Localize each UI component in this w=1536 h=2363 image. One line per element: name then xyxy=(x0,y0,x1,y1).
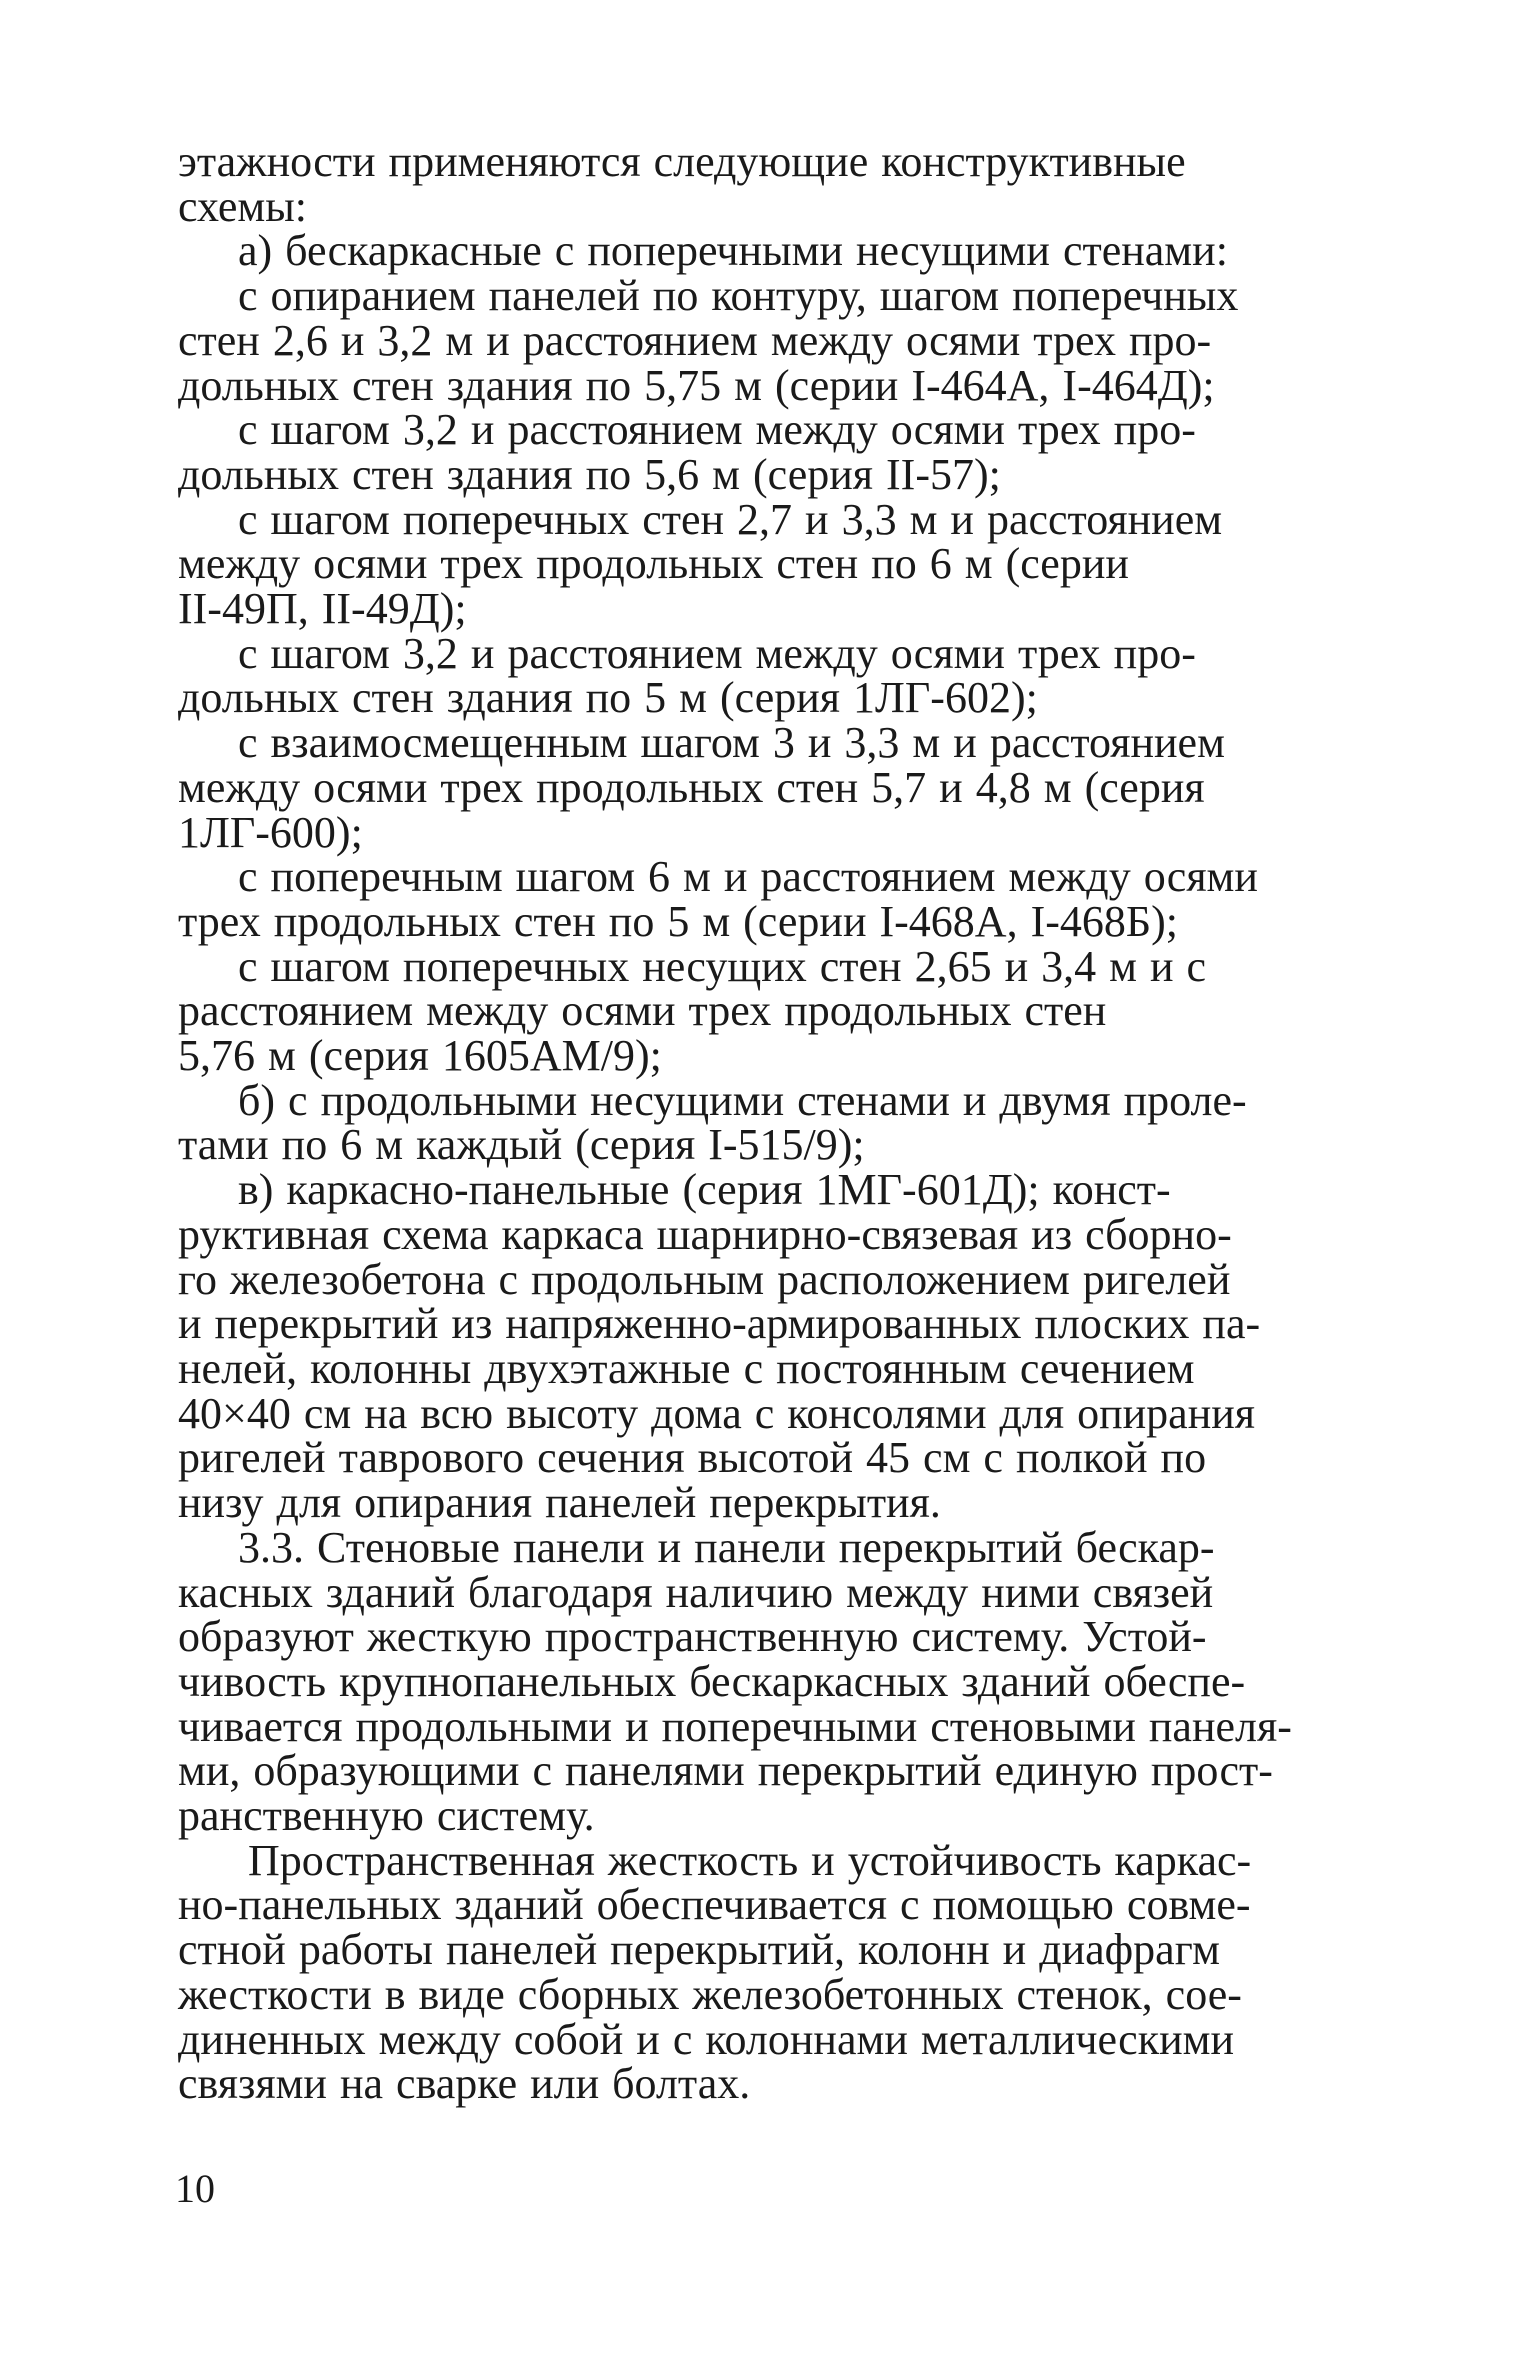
text-line: чивость крупнопанельных бескаркасных зданий обеспе- xyxy=(178,1656,1246,1706)
text-line: в) каркасно-панельные (серия 1МГ-601Д); конст- xyxy=(238,1165,1171,1215)
page-number: 10 xyxy=(175,2166,215,2211)
text-line: тами по 6 м каждый (серия I-515/9); xyxy=(178,1120,865,1170)
text-line: чивается продольными и поперечными стеновыми панеля- xyxy=(178,1701,1292,1751)
text-line: и перекрытий из напряженно-армированных плоских па- xyxy=(178,1299,1261,1349)
text-line: жесткости в виде сборных железобетонных стенок, сое- xyxy=(178,1969,1242,2019)
text-line: этажности применяются следующие конструктивные xyxy=(178,137,1186,186)
text-line: II-49П, II-49Д); xyxy=(178,584,467,634)
text-line: дольных стен здания по 5 м (серия 1ЛГ-602); xyxy=(178,673,1038,723)
text-line: 40×40 см на всю высоту дома с консолями для опирания xyxy=(178,1388,1256,1438)
text-line: руктивная схема каркаса шарнирно-связевая из сборно- xyxy=(178,1209,1232,1259)
text-line: но-панельных зданий обеспечивается с помощью совме- xyxy=(178,1880,1251,1930)
text-line: связями на сварке или болтах. xyxy=(178,2059,751,2109)
text-line: с шагом 3,2 и расстоянием между осями трех про- xyxy=(238,628,1196,678)
text-line: с поперечным шагом 6 м и расстоянием между осями xyxy=(238,852,1258,902)
text-line: Пространственная жесткость и устойчивость каркас- xyxy=(248,1835,1252,1885)
text-line: расстоянием между осями трех продольных стен xyxy=(178,986,1107,1036)
text-line: низу для опирания панелей перекрытия. xyxy=(178,1478,941,1528)
text-line: с взаимосмещенным шагом 3 и 3,3 м и расстоянием xyxy=(238,718,1225,768)
text-line: касных зданий благодаря наличию между ними связей xyxy=(178,1567,1214,1617)
text-line: 5,76 м (серия 1605АМ/9); xyxy=(178,1031,662,1081)
text-line: с шагом поперечных несущих стен 2,65 и 3,4 м и с xyxy=(238,941,1207,991)
text-line: с опиранием панелей по контуру, шагом поперечных xyxy=(238,271,1239,321)
text-line: дольных стен здания по 5,6 м (серия II-57); xyxy=(178,449,1001,499)
text-line: ригелей таврового сечения высотой 45 см с полкой по xyxy=(178,1433,1207,1483)
text-line: нелей, колонны двухэтажные с постоянным сечением xyxy=(178,1343,1195,1393)
text-line: ранственную систему. xyxy=(178,1791,595,1841)
text-line: дольных стен здания по 5,75 м (серии I-464А, I-464Д); xyxy=(178,360,1215,410)
text-line: между осями трех продольных стен 5,7 и 4,8 м (серия xyxy=(178,762,1205,812)
text-line: 1ЛГ-600); xyxy=(178,807,363,857)
text-line: б) с продольными несущими стенами и двумя проле- xyxy=(238,1075,1247,1125)
text-line: ми, образующими с панелями перекрытий единую прост- xyxy=(178,1746,1273,1796)
text-line: образуют жесткую пространственную систему. Устой- xyxy=(178,1612,1207,1662)
text-line: с шагом 3,2 и расстоянием между осями трех про- xyxy=(238,405,1196,455)
text-line: а) бескаркасные с поперечными несущими стенами: xyxy=(238,226,1228,276)
text-line: 3.3. Стеновые панели и панели перекрытий бескар- xyxy=(238,1522,1215,1572)
text-line: диненных между собой и с колоннами металлическими xyxy=(178,2014,1235,2064)
text-line: схемы: xyxy=(178,181,308,231)
text-line: трех продольных стен по 5 м (серии I-468А, I-468Б); xyxy=(178,896,1179,946)
page-body xyxy=(178,137,1348,2109)
text-line: стен 2,6 и 3,2 м и расстоянием между осями трех про- xyxy=(178,315,1212,365)
text-line: между осями трех продольных стен по 6 м (серии xyxy=(178,539,1129,589)
text-line: стной работы панелей перекрытий, колонн и диафрагм xyxy=(178,1925,1221,1975)
text-line: го железобетона с продольным расположением ригелей xyxy=(178,1254,1231,1304)
text-line: с шагом поперечных стен 2,7 и 3,3 м и расстоянием xyxy=(238,494,1223,544)
